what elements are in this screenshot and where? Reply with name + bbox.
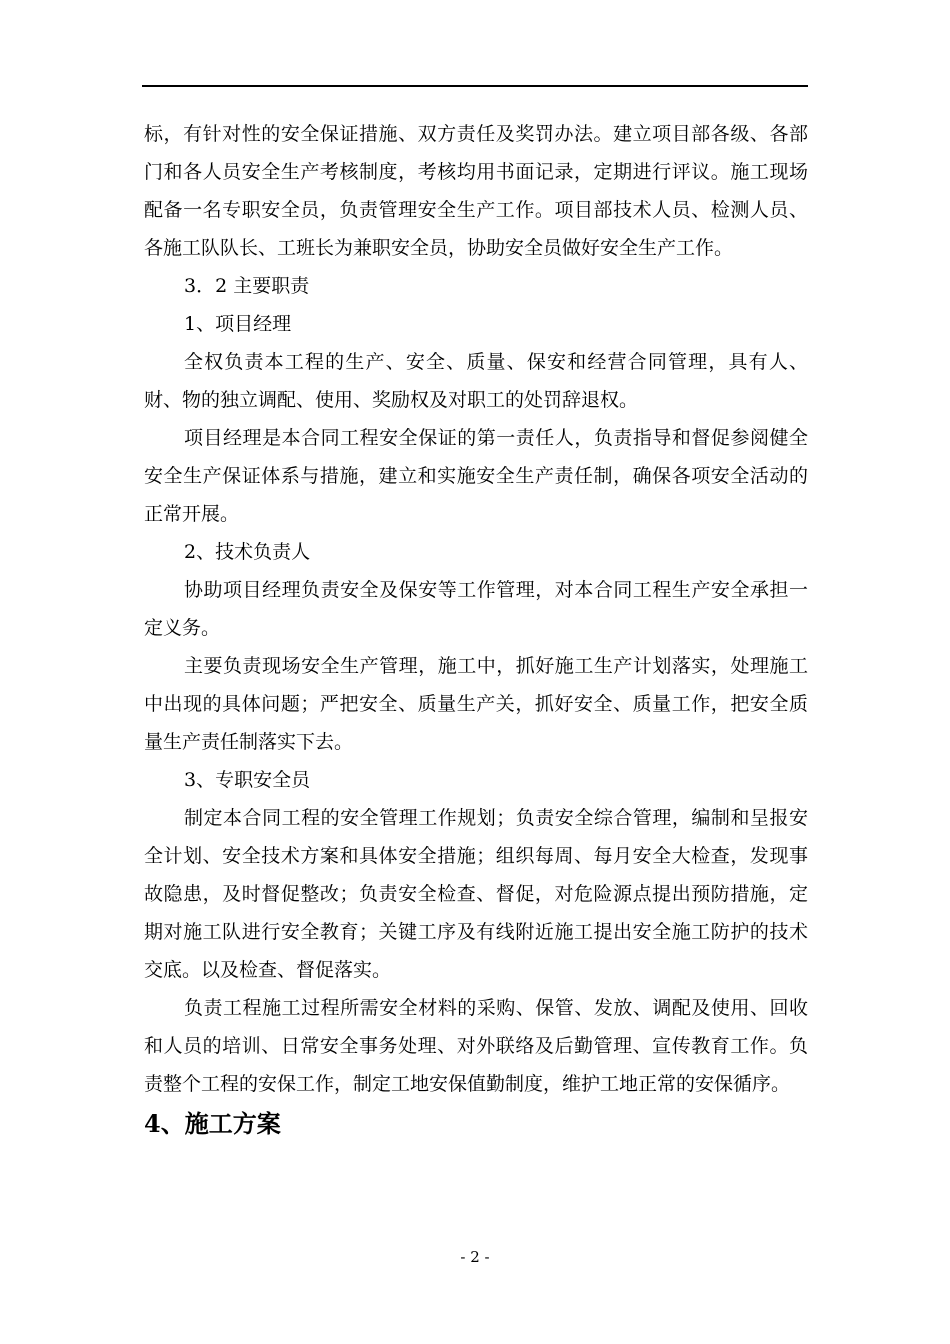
paragraph-safety-officer-materials: 负责工程施工过程所需安全材料的采购、保管、发放、调配及使用、回收和人员的培训、日常安全事务处理、对外联络及后勤管理、宣传教育工作。负责整个工程的安保工作，制定工地安保值勤制度，维护工地正常的安保循序。: [144, 997, 808, 1095]
paragraph-safety-officer-planning: 制定本合同工程的安全管理工作规划；负责安全综合管理，编制和呈报安全计划、安全技术方案和具体安全措施；组织每周、每月安全大检查，发现事故隐患，及时督促整改；负责安全检查、督促，对危险源点提出预防措施，定期对施工队进行安全教育；关键工序及有线附近施工提出安全施工防护的技术交底。以及检查、督促落实。: [144, 807, 808, 981]
page-number: - 2 -: [460, 1248, 490, 1266]
paragraph-technical-lead-assist: 协助项目经理负责安全及保安等工作管理，对本合同工程生产安全承担一定义务。: [144, 579, 808, 639]
header-rule: [142, 85, 808, 87]
item-heading-technical-lead: 2、技术负责人: [184, 541, 311, 563]
item-heading-safety-officer: 3、专职安全员: [184, 769, 311, 791]
paragraph-project-manager-duty: 项目经理是本合同工程安全保证的第一责任人，负责指导和督促参阅健全安全生产保证体系与措施，建立和实施安全生产责任制，确保各项安全活动的正常开展。: [144, 427, 808, 525]
paragraph-project-manager-authority: 全权负责本工程的生产、安全、质量、保安和经营合同管理，具有人、财、物的独立调配、使用、奖励权及对职工的处罚辞退权。: [144, 351, 808, 411]
document-body: [144, 115, 808, 1143]
paragraph-continuation: 标，有针对性的安全保证措施、双方责任及奖罚办法。建立项目部各级、各部门和各人员安全生产考核制度，考核均用书面记录，定期进行评议。施工现场配备一名专职安全员，负责管理安全生产工作。项目部技术人员、检测人员、各施工队队长、工班长为兼职安全员，协助安全员做好安全生产工作。: [144, 123, 808, 259]
item-heading-project-manager: 1、项目经理: [184, 313, 292, 335]
subsection-heading-responsibilities: 3．2 主要职责: [184, 275, 310, 297]
paragraph-technical-lead-duty: 主要负责现场安全生产管理，施工中，抓好施工生产计划落实，处理施工中出现的具体问题；严把安全、质量生产关，抓好安全、质量工作，把安全质量生产责任制落实下去。: [144, 655, 808, 753]
section-heading-construction-plan: 4、施工方案: [144, 1109, 281, 1138]
